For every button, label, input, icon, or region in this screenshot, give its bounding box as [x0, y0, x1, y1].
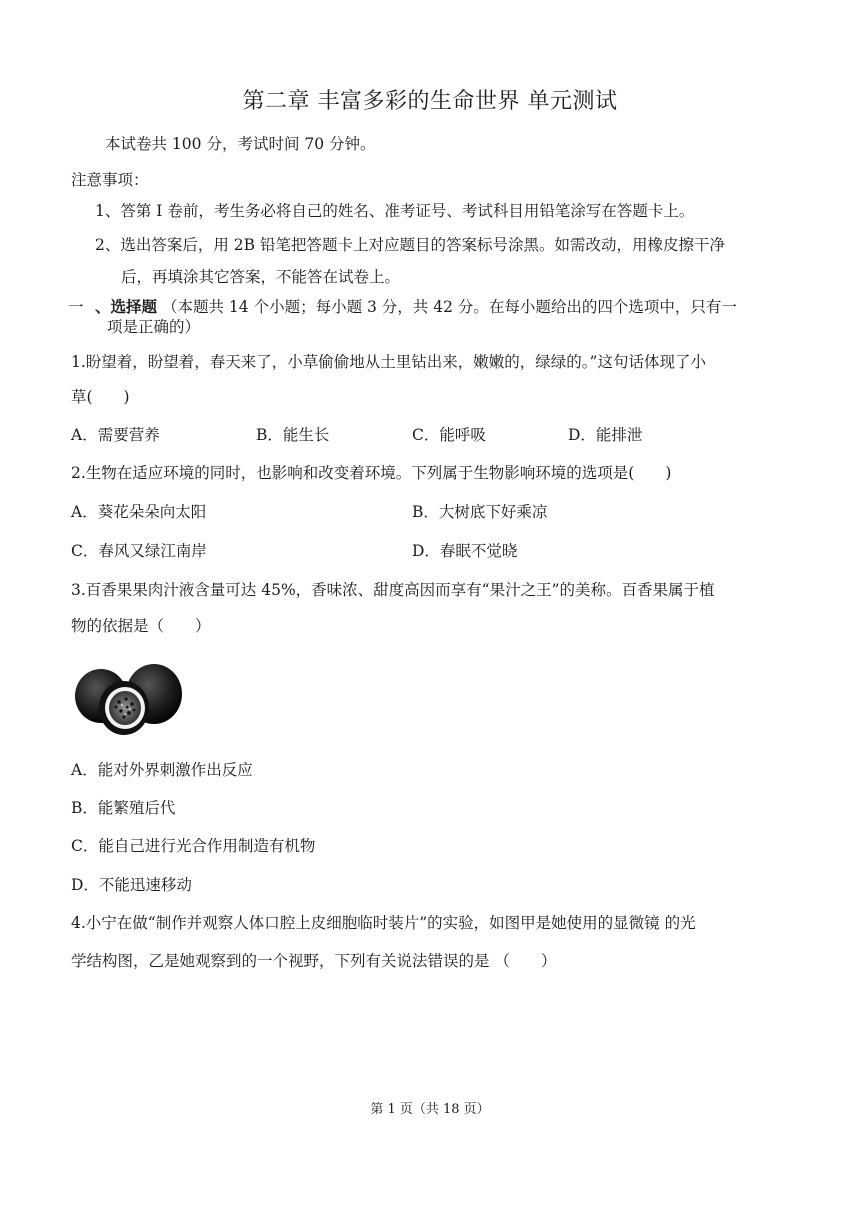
question-3-option-a: A．能对外界刺激作出反应 [71, 761, 253, 779]
note-1: 1、答第 I 卷前，考生务必将自己的姓名、准考证号、考试科目用铅笔涂写在答题卡上。 [95, 202, 695, 220]
question-2-option-b: B．大树底下好乘凉 [412, 503, 548, 521]
question-1-option-b: B．能生长 [256, 426, 330, 444]
section-label: 、选择题 [95, 297, 158, 316]
section-description-continued: 项是正确的） [107, 318, 201, 336]
question-1-stem-continued: 草( ) [71, 388, 130, 406]
question-3-option-b: B．能繁殖后代 [71, 799, 176, 817]
question-3-stem: 3.百香果果肉汁液含量可达 45%，香味浓、甜度高因而享有“果汁之王”的美称。百香果属于植 [71, 581, 715, 599]
question-2-option-d: D．春眠不觉晓 [412, 542, 518, 560]
section-number: 一 [68, 298, 84, 316]
question-2-option-a: A．葵花朵朵向太阳 [71, 503, 207, 521]
question-1-option-a: A．需要营养 [71, 426, 160, 444]
page-title: 第二章 丰富多彩的生命世界 单元测试 [242, 89, 618, 114]
question-1-option-c: C．能呼吸 [412, 426, 486, 444]
question-3-option-d: D．不能迅速移动 [71, 876, 192, 894]
question-2-option-c: C．春风又绿江南岸 [71, 542, 207, 560]
question-1-option-d: D．能排泄 [568, 426, 643, 444]
note-2-continued: 后，再填涂其它答案，不能答在试卷上。 [121, 268, 401, 286]
question-3-option-c: C．能自己进行光合作用制造有机物 [71, 837, 316, 855]
notes-heading: 注意事项： [71, 171, 149, 189]
question-4-stem: 4.小宁在做“制作并观察人体口腔上皮细胞临时装片”的实验，如图甲是她使用的显微镜 的光 [71, 914, 696, 932]
question-3-stem-continued: 物的依据是（ ） [71, 617, 211, 635]
passion-fruit-image [74, 660, 184, 738]
section-description: （本题共 14 个小题；每小题 3 分，共 42 分。在每小题给出的四个选项中，只有一 [162, 298, 737, 316]
question-2-stem: 2.生物在适应环境的同时，也影响和改变着环境。下列属于生物影响环境的选项是( ) [71, 464, 672, 482]
page-footer: 第 1 页（共 18 页） [370, 1102, 490, 1117]
question-4-stem-continued: 学结构图，乙是她观察到的一个视野，下列有关说法错误的是 （ ） [71, 952, 557, 970]
note-2: 2、选出答案后，用 2B 铅笔把答题卡上对应题目的答案标号涂黑。如需改动，用橡皮擦干净 [95, 236, 725, 254]
exam-intro: 本试卷共 100 分，考试时间 70 分钟。 [105, 135, 376, 153]
question-1-stem: 1.盼望着，盼望着，春天来了，小草偷偷地从土里钻出来，嫩嫩的，绿绿的。”这句话体现了小 [71, 353, 706, 371]
